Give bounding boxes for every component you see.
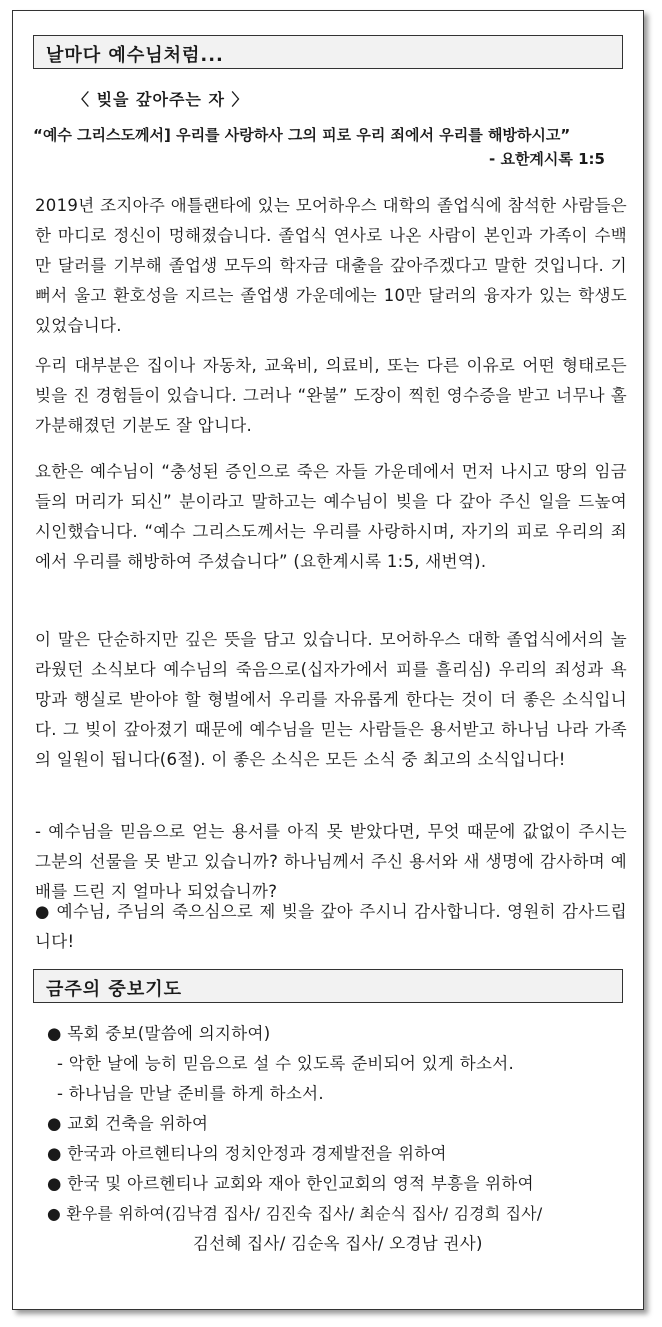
paragraph-text: 우리 대부분은 집이나 자동차, 교육비, 의료비, 또는 다른 이유로 어떤 형태로든 빚을 진 경험들이 있습니다. 그러나 “완불” 도장이 찍힌 영수증을 받고 너무나 홀가분해졌던 기분도 잘 압니다. xyxy=(35,356,627,435)
devotional-title: 날마다 예수님처럼... xyxy=(46,45,224,66)
list-item: ● 목회 중보(말씀에 의지하여) xyxy=(47,1024,271,1043)
verse-reference: - 요한계시록 1:5 xyxy=(489,150,605,168)
prayer-list xyxy=(43,1019,633,1259)
list-item: ● 한국과 아르헨티나의 정치안정과 경제발전을 위하여 xyxy=(47,1144,447,1163)
prayer-section-title: 금주의 중보기도 xyxy=(46,979,182,1000)
bulletin-page xyxy=(12,10,644,1310)
closing-prayer xyxy=(35,897,627,957)
paragraph-text: 요한은 예수님이 “충성된 증인으로 죽은 자들 가운데에서 먼저 나시고 땅의 임금들의 머리가 되신” 분이라고 말하고는 예수님이 빚을 다 갚아 주신 일을 드높여 시인했습니다. “예수 그리스도께서는 우리를 사랑하시며, 자기의 피로 우리의 죄에서 우리를 해방하여 주셨습니다” (요한계시록 1:5, 새번역). xyxy=(35,462,627,571)
devotional-header xyxy=(33,35,623,69)
list-item: ● 교회 건축을 위하여 xyxy=(47,1114,209,1133)
prayer-section-header xyxy=(33,969,623,1003)
paragraph-4 xyxy=(35,625,627,775)
list-item: - 악한 날에 능히 믿음으로 설 수 있도록 준비되어 있게 하소서. xyxy=(57,1054,514,1073)
list-item: ● 환우를 위하여(김낙겸 집사/ 김진숙 집사/ 최순식 집사/ 김경희 집사/ xyxy=(47,1204,543,1223)
paragraph-text: 2019년 조지아주 애틀랜타에 있는 모어하우스 대학의 졸업식에 참석한 사람들은 한 마디로 정신이 멍해졌습니다. 졸업식 연사로 나온 사람이 본인과 가족이 수백만 달러를 기부해 졸업생 모두의 학자금 대출을 갚아주겠다고 말한 것입니다. 기뻐서 울고 환호성을 지르는 졸업생 가운데에는 10만 달러의 융자가 있는 학생도 있었습니다. xyxy=(35,196,627,335)
list-item: ● 한국 및 아르헨티나 교회와 재아 한인교회의 영적 부흥을 위하여 xyxy=(47,1174,534,1193)
scripture-verse xyxy=(33,123,623,168)
paragraph-text: - 예수님을 믿음으로 얻는 용서를 아직 못 받았다면, 무엇 때문에 값없이 주시는 그분의 선물을 못 받고 있습니까? 하나님께서 주신 용서와 새 생명에 감사하며 예배를 드린 지 얼마나 되었습니까? xyxy=(35,822,627,901)
paragraph-3 xyxy=(35,457,627,577)
list-item: - 하나님을 만날 준비를 하게 하소서. xyxy=(57,1084,324,1103)
reflection-question xyxy=(35,817,627,907)
paragraph-1 xyxy=(35,191,627,341)
devotional-subtitle: 〈 빚을 갚아주는 자 〉 xyxy=(73,90,249,109)
list-item: 김선혜 집사/ 김순옥 집사/ 오경남 권사) xyxy=(193,1234,483,1253)
paragraph-text: 이 말은 단순하지만 깊은 뜻을 담고 있습니다. 모어하우스 대학 졸업식에서의 놀라웠던 소식보다 예수님의 죽음으로(십자가에서 피를 흘리심) 우리의 죄성과 욕망과 행실로 받아야 할 형벌에서 우리를 자유롭게 한다는 것이 더 좋은 소식입니다. 그 빚이 갚아졌기 때문에 예수님을 믿는 사람들은 용서받고 하나님 나라 가족의 일원이 됩니다(6절). 이 좋은 소식은 모든 소식 중 최고의 소식입니다! xyxy=(35,630,627,769)
paragraph-2 xyxy=(35,351,627,441)
paragraph-text: ● 예수님, 주님의 죽으심으로 제 빚을 갚아 주시니 감사합니다. 영원히 감사드립니다! xyxy=(35,902,627,951)
verse-text: “예수 그리스도께서] 우리를 사랑하사 그의 피로 우리 죄에서 우리를 해방하시고” xyxy=(33,126,571,144)
